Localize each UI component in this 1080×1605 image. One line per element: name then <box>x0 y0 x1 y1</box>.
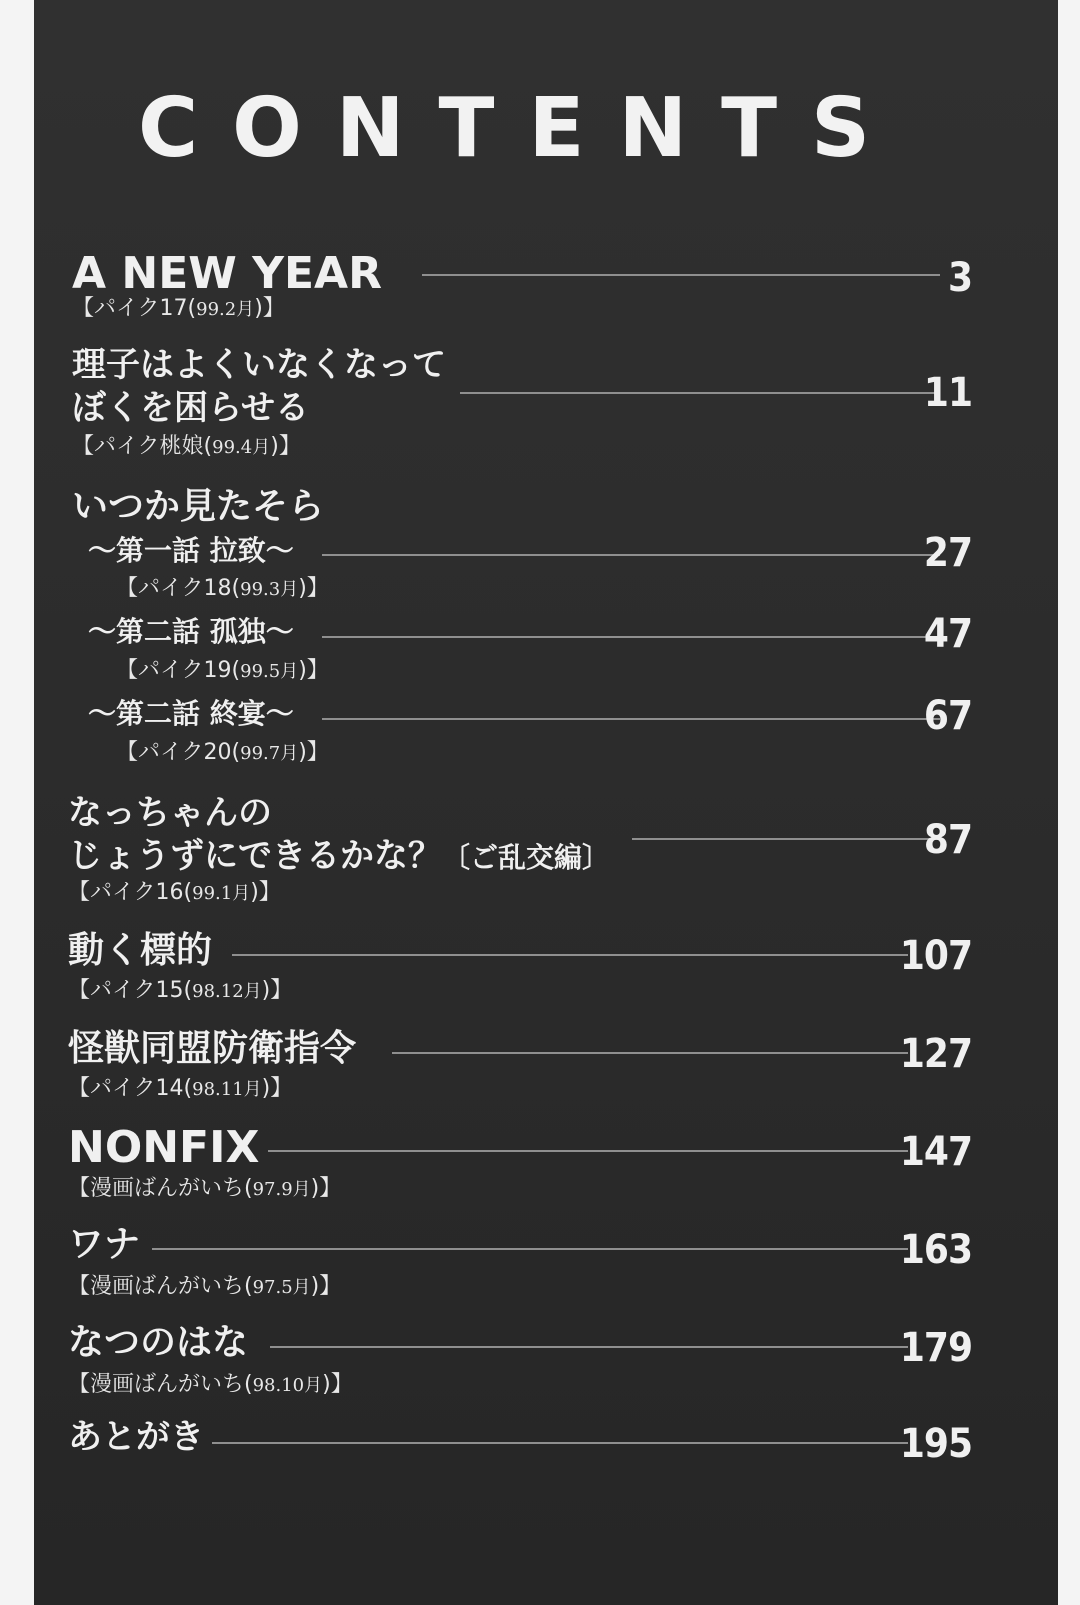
entry-source: 【漫画ばんがいち(97.5月)】 <box>68 1274 342 1299</box>
page-number: 107 <box>899 933 972 979</box>
page-title: CONTENTS <box>138 81 905 176</box>
leader-line <box>322 636 940 638</box>
leader-line <box>422 274 940 276</box>
entry-source: 【パイク16(99.1月)】 <box>68 880 281 905</box>
series-title: いつか見たそら <box>72 486 325 527</box>
entry-title-line1: 理子はよくいなくなって <box>72 345 446 385</box>
contents-page <box>34 0 1058 1605</box>
entry-title-line2: ぼくを困らせる <box>72 388 309 428</box>
entry-source: 【パイク20(99.7月)】 <box>116 740 329 765</box>
page-number: 127 <box>899 1031 972 1077</box>
page-number: 67 <box>923 693 972 739</box>
leader-line <box>232 954 908 956</box>
entry-source: 【パイク桃娘(99.4月)】 <box>72 434 301 459</box>
leader-line <box>212 1442 908 1444</box>
entry-title: あとがき <box>68 1417 204 1457</box>
leader-line <box>270 1346 908 1348</box>
leader-line <box>322 554 940 556</box>
page-number: 27 <box>923 530 972 576</box>
page-number: 163 <box>899 1227 972 1273</box>
leader-line <box>392 1052 908 1054</box>
entry-source: 【パイク18(99.3月)】 <box>116 576 329 601</box>
page-number: 87 <box>923 817 972 863</box>
entry-title: ワナ <box>68 1224 141 1265</box>
entry-title: 動く標的 <box>68 930 213 971</box>
page-number: 47 <box>923 611 972 657</box>
entry-source: 【漫画ばんがいち(98.10月)】 <box>68 1372 353 1397</box>
page-number: 179 <box>899 1325 972 1371</box>
entry-title-line1: なっちゃんの <box>68 793 272 833</box>
leader-line <box>268 1150 908 1152</box>
leader-line <box>152 1248 908 1250</box>
entry-source: 【パイク17(99.2月)】 <box>72 296 285 321</box>
entry-title-line2: じょうずにできるかな？〔ご乱交編〕 <box>68 836 611 876</box>
entry-source: 【パイク19(99.5月)】 <box>116 658 329 683</box>
page-number: 147 <box>899 1129 972 1175</box>
page-number: 11 <box>923 370 972 416</box>
entry-source: 【パイク14(98.11月)】 <box>68 1076 293 1101</box>
entry-source: 【漫画ばんがいち(97.9月)】 <box>68 1176 342 1201</box>
page-number: 195 <box>899 1421 972 1467</box>
entry-source: 【パイク15(98.12月)】 <box>68 978 293 1003</box>
entry-title: なつのはな <box>68 1322 249 1363</box>
episode-title: ～第二話 孤独～ <box>88 615 294 648</box>
entry-title: 怪獣同盟防衛指令 <box>68 1028 357 1069</box>
page-number: 3 <box>947 255 972 301</box>
episode-title: ～第二話 終宴～ <box>88 697 294 730</box>
entry-title: NONFIX <box>68 1122 260 1173</box>
episode-title: ～第一話 拉致～ <box>88 534 294 567</box>
leader-line <box>632 838 940 840</box>
entry-title: A NEW YEAR <box>72 248 382 299</box>
leader-line <box>460 392 940 394</box>
leader-line <box>322 718 940 720</box>
